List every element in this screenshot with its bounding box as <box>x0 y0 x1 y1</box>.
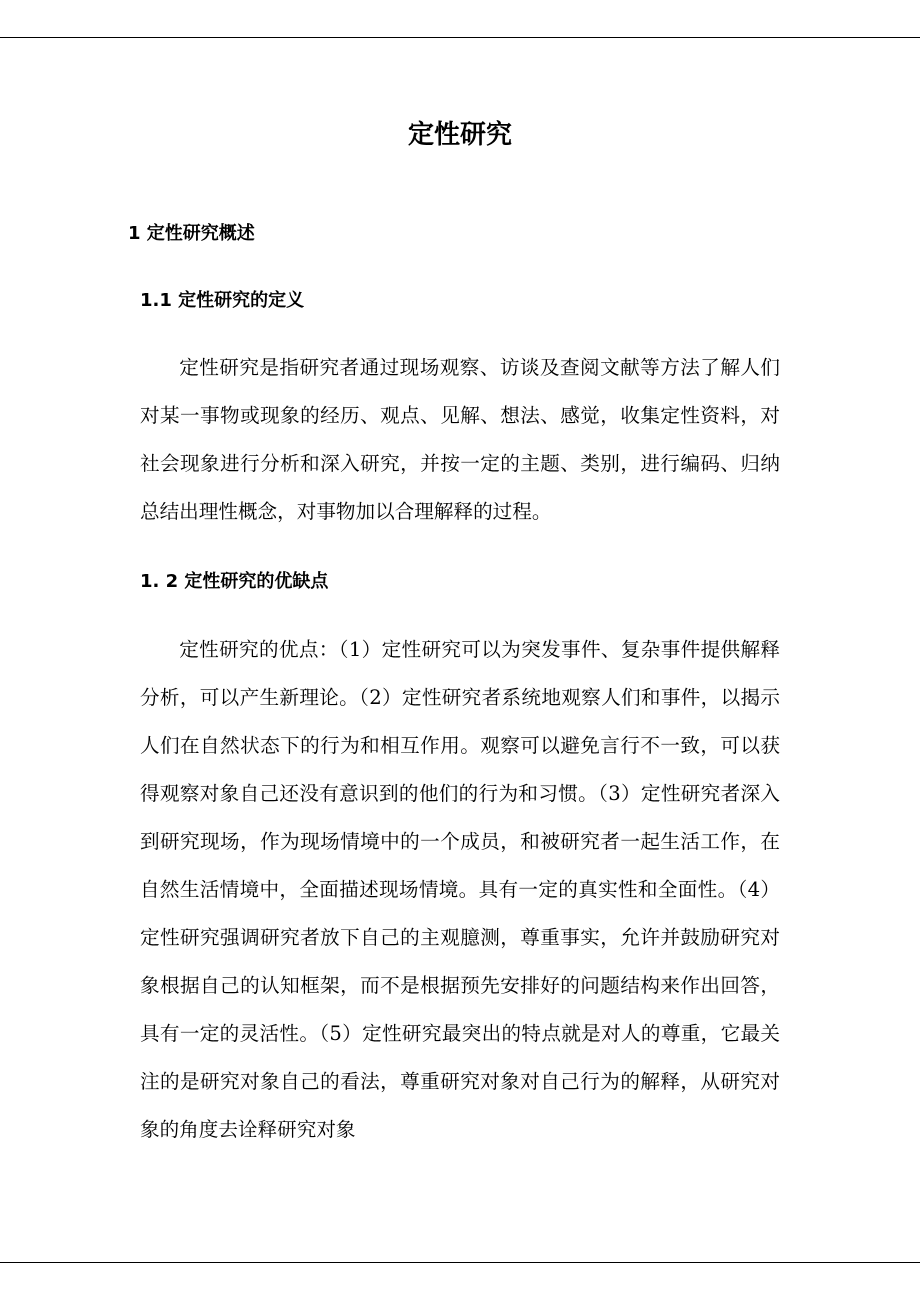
pros-cons-paragraph: 定性研究的优点：（1）定性研究可以为突发事件、复杂事件提供解释分析，可以产生新理论。（2）定性研究者系统地观察人们和事件，以揭示人们在自然状态下的行为和相互作用。观察可以避免言行不一致，可以获得观察对象自己还没有意识到的他们的行为和习惯。（3）定性研究者深入到研究现场，作为现场情境中的一个成员，和被研究者一起生活工作，在自然生活情境中，全面描述现场情境。具有一定的真实性和全面性。（4）定性研究强调研究者放下自己的主观臆测，尊重事实，允许并鼓励研究对象根据自己的认知框架，而不是根据预先安排好的问题结构来作出回答，具有一定的灵活性。（5）定性研究最突出的特点就是对人的尊重，它最关注的是研究对象自己的看法，尊重研究对象对自己行为的解释，从研究对象的角度去诠释研究对象 <box>140 638 780 1141</box>
header-rule <box>0 37 920 38</box>
page-title: 定性研究 <box>407 120 512 150</box>
footer-rule <box>0 1262 920 1263</box>
subsection-heading-pros-cons: 1. 2 定性研究的优缺点 <box>140 571 329 592</box>
section-heading-overview: 1 定性研究概述 <box>128 223 255 244</box>
definition-paragraph: 定性研究是指研究者通过现场观察、访谈及查阅文献等方法了解人们对某一事物或现象的经历、观点、见解、想法、感觉，收集定性资料，对社会现象进行分析和深入研究，并按一定的主题、类别，进行编码、归纳总结出理性概念，对事物加以合理解释的过程。 <box>140 356 780 523</box>
subsection-heading-definition: 1.1 定性研究的定义 <box>140 290 305 311</box>
